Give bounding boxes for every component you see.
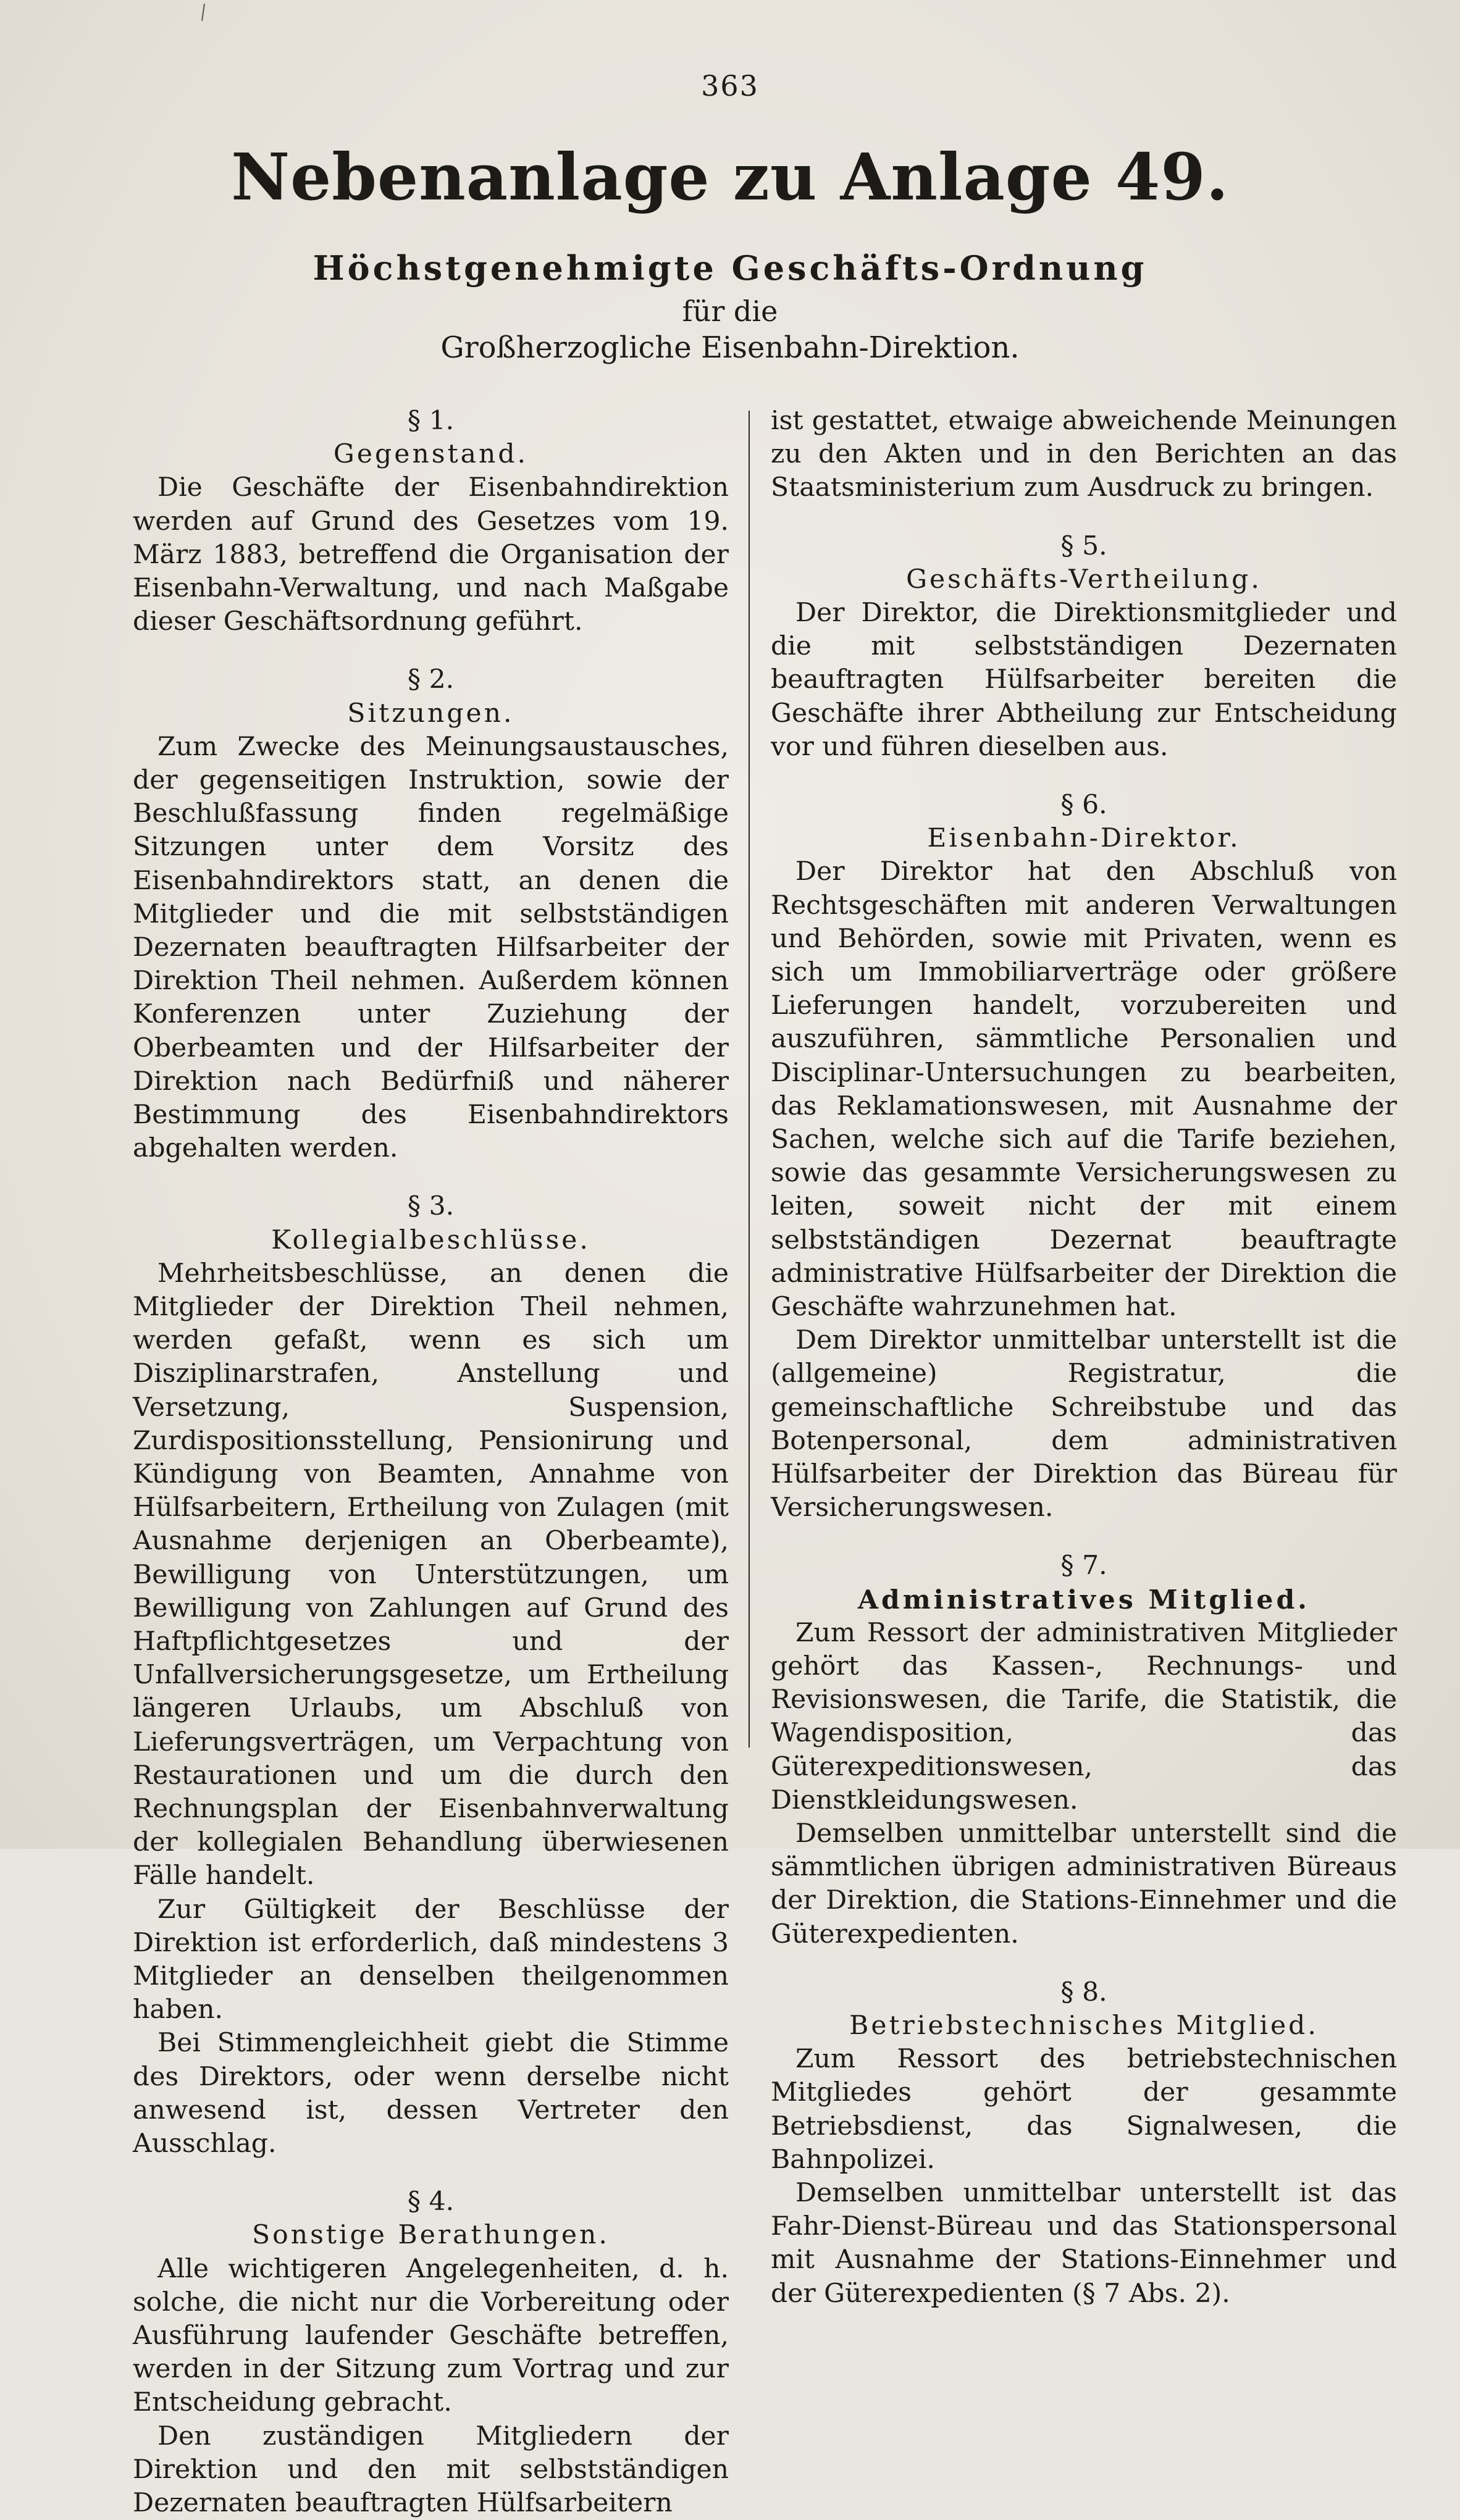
section-4 bbox=[133, 2185, 729, 2520]
paragraph: Zur Gültigkeit der Beschlüsse der Direktion ist erforderlich, daß mindestens 3 Mitglieder an denselben theilgenommen haben. bbox=[133, 1894, 729, 2025]
stray-mark bbox=[201, 4, 205, 21]
section-heading: Kollegialbeschlüsse. bbox=[271, 1224, 590, 1255]
section-number: § 7. bbox=[1060, 1551, 1107, 1581]
section-7 bbox=[771, 1549, 1397, 1951]
section-number: § 2. bbox=[407, 664, 455, 695]
paragraph: Zum Ressort der administrativen Mitglieder gehört das Kassen-, Rechnungs- und Revisionswesen, die Tarife, die Statistik, die Wagendisposition, das Güterexpeditionswesen, das Dienstkleidungswesen. bbox=[771, 1617, 1397, 1815]
paragraph: Der Direktor hat den Abschluß von Rechtsgeschäften mit anderen Verwaltungen und Behörden, sowie mit Privaten, wenn es sich um Immobiliarverträge oder größere Lieferungen handelt, vorzubereiten und auszuführen, sämmtliche Personalien und Disciplinar-Untersuchungen zu bearbeiten, das Reklamationswesen, mit Ausnahme der Sachen, welche sich auf die Tarife beziehen, sowie das gesammte Versicherungswesen zu leiten, soweit nicht der mit einem selbstständigen Dezernat beauftragte administrative Hülfsarbeiter der Direktion die Geschäfte wahrzunehmen hat. bbox=[771, 856, 1397, 1323]
paragraph: Dem Direktor unmittelbar unterstellt ist die (allgemeine) Registratur, die gemeinschaftliche Schreibstube und das Botenpersonal, dem administrativen Hülfsarbeiter der Direktion das Büreau für Versicherungswesen. bbox=[771, 1325, 1397, 1523]
section-number: § 4. bbox=[407, 2187, 455, 2217]
paragraph: Demselben unmittelbar unterstellt sind die sämmtlichen übrigen administrativen Büreaus der Direktion, die Stations-Einnehmer und die Güterexpedienten. bbox=[771, 1819, 1397, 1949]
page-number: 363 bbox=[701, 69, 759, 103]
section-number: § 8. bbox=[1060, 1977, 1107, 2007]
section-heading: Administratives Mitglied. bbox=[858, 1584, 1310, 1615]
paragraph: Zum Zwecke des Meinungsaustausches, der gegenseitigen Instruktion, sowie der Beschlußfassung finden regelmäßige Sitzungen unter dem Vorsitz des Eisenbahndirektors statt, an denen die Mitglieder und die mit selbstständigen Dezernaten beauftragten Hilfsarbeiter der Direktion Theil nehmen. Außerdem können Konferenzen unter Zuziehung der Oberbeamten und der Hilfsarbeiter der Direktion nach Bedürfniß und näherer Bestimmung des Eisenbahndirektors abgehalten werden. bbox=[133, 731, 729, 1164]
subtitle: Höchstgenehmigte Geschäfts-Ordnung bbox=[313, 248, 1147, 288]
section-8 bbox=[771, 1976, 1397, 2311]
paragraph: Den zuständigen Mitgliedern der Direktion und den mit selbstständigen Dezernaten beauftragten Hülfsarbeitern bbox=[133, 2421, 729, 2519]
section-6 bbox=[771, 789, 1397, 1525]
section-5 bbox=[771, 530, 1397, 764]
section-heading: Sonstige Berathungen. bbox=[252, 2220, 610, 2251]
section-heading: Eisenbahn-Direktor. bbox=[927, 823, 1241, 854]
right-column bbox=[771, 404, 1397, 2309]
section-2 bbox=[133, 663, 729, 1165]
section-number: § 1. bbox=[407, 406, 455, 436]
paragraph: Demselben unmittelbar unterstellt ist das Fahr-Dienst-Büreau und das Stationspersonal mit Ausnahme der Stations-Einnehmer und der Güterexpedienten (§ 7 Abs. 2). bbox=[771, 2178, 1397, 2309]
section-1 bbox=[133, 404, 729, 638]
continuation-paragraph: ist gestattet, etwaige abweichende Meinungen zu den Akten und in den Berichten an das Staatsministerium zum Ausdruck zu bringen. bbox=[771, 406, 1397, 503]
paragraph: Die Geschäfte der Eisenbahndirektion werden auf Grund des Gesetzes vom 19. März 1883, betreffend die Organisation der Eisenbahn-Verwaltung, und nach Maßgabe dieser Geschäftsordnung geführt. bbox=[133, 472, 729, 637]
paragraph: Bei Stimmengleichheit giebt die Stimme des Direktors, oder wenn derselbe nicht anwesend ist, dessen Vertreter den Ausschlag. bbox=[133, 2028, 729, 2159]
section-heading: Sitzungen. bbox=[347, 698, 514, 729]
section-heading: Geschäfts-Vertheilung. bbox=[906, 564, 1262, 595]
main-title: Nebenanlage zu Anlage 49. bbox=[231, 139, 1229, 215]
section-number: § 6. bbox=[1060, 790, 1107, 820]
column-divider bbox=[749, 411, 750, 1748]
section-3 bbox=[133, 1190, 729, 2161]
paragraph: Mehrheitsbeschlüsse, an denen die Mitglieder der Direktion Theil nehmen, werden gefaßt, wenn es sich um Disziplinarstrafen, Anstellung und Versetzung, Suspension, Zurdispositionsstellung, Pensionirung und Kündigung von Beamten, Annahme von Hülfsarbeitern, Ertheilung von Zulagen (mit Ausnahme derjenigen an Oberbeamte), Bewilligung von Unterstützungen, um Bewilligung von Zahlungen auf Grund des Haftpflichtgesetzes und der Unfallversicherungsgesetze, um Ertheilung längeren Urlaubs, um Abschluß von Lieferungsverträgen, um Verpachtung von Restaurationen und um die durch den Rechnungsplan der Eisenbahnverwaltung der kollegialen Behandlung überwiesenen Fälle handelt. bbox=[133, 1258, 729, 1891]
left-column bbox=[133, 404, 729, 2519]
paragraph: Zum Ressort des betriebstechnischen Mitgliedes gehört der gesammte Betriebsdienst, das Signalwesen, die Bahnpolizei. bbox=[771, 2044, 1397, 2175]
subtitle-organization: Großherzogliche Eisenbahn-Direktion. bbox=[440, 330, 1020, 365]
section-number: § 3. bbox=[407, 1191, 455, 1222]
section-heading: Gegenstand. bbox=[333, 439, 529, 470]
paragraph: Alle wichtigeren Angelegenheiten, d. h. solche, die nicht nur die Vorbereitung oder Ausführung laufender Geschäfte betreffen, werden in der Sitzung zum Vortrag und zur Entscheidung gebracht. bbox=[133, 2253, 729, 2418]
section-heading: Betriebstechnisches Mitglied. bbox=[849, 2011, 1319, 2041]
section-number: § 5. bbox=[1060, 530, 1107, 561]
paragraph: Der Direktor, die Direktionsmitglieder und die mit selbstständigen Dezernaten beauftragten Hülfsarbeiter bereiten die Geschäfte ihrer Abtheilung zur Entscheidung vor und führen dieselben aus. bbox=[771, 597, 1397, 762]
subtitle-for: für die bbox=[682, 295, 778, 328]
